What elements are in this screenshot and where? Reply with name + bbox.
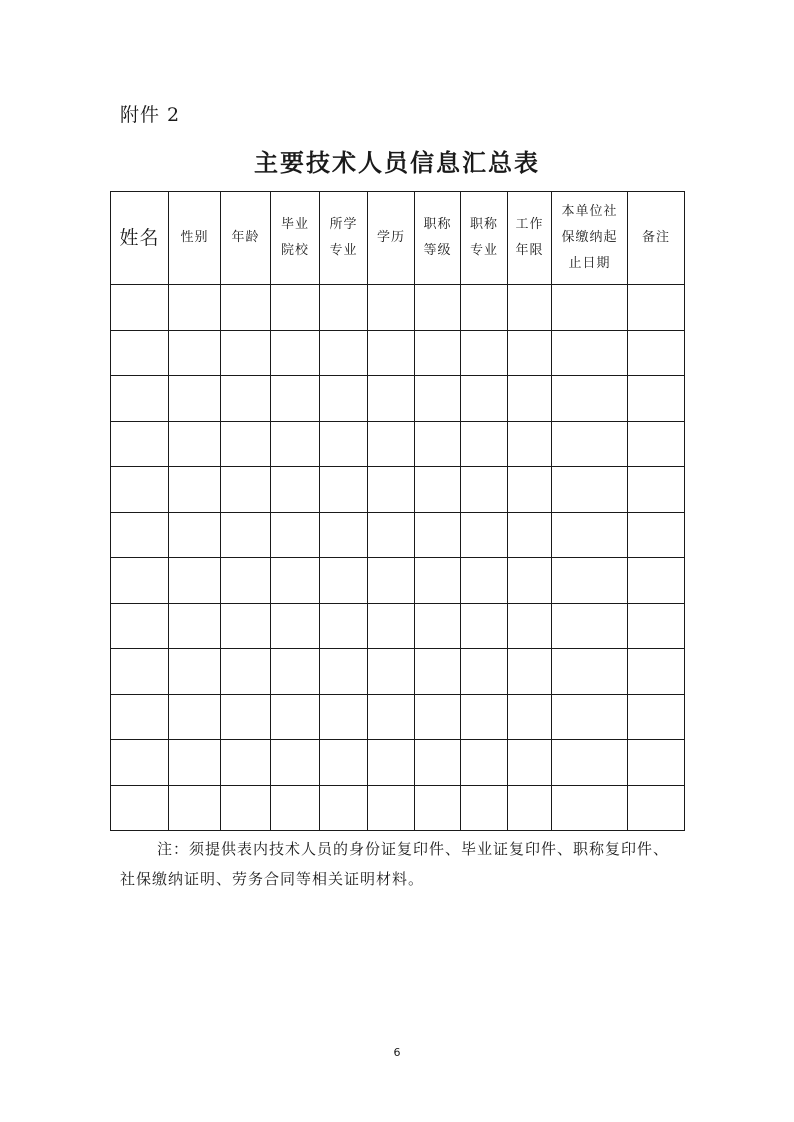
cell-title-level: [415, 376, 461, 422]
note-text: 注：须提供表内技术人员的身份证复印件、毕业证复印件、职称复印件、社保缴纳证明、劳务合同等相关证明材料。: [120, 840, 670, 888]
cell-age: [221, 512, 271, 558]
cell-title-major: [461, 603, 508, 649]
cell-name: [111, 285, 169, 331]
cell-major: [320, 512, 368, 558]
cell-social-security: [552, 694, 628, 740]
cell-gender: [169, 421, 221, 467]
cell-name: [111, 694, 169, 740]
cell-social-security: [552, 603, 628, 649]
cell-work-years: [508, 330, 552, 376]
cell-title-level: [415, 785, 461, 831]
table-row: [111, 694, 685, 740]
cell-title-major: [461, 421, 508, 467]
cell-social-security: [552, 285, 628, 331]
cell-remark: [628, 694, 685, 740]
cell-age: [221, 376, 271, 422]
cell-title-major: [461, 330, 508, 376]
header-work-years: 工作 年限: [508, 192, 552, 285]
table-row: [111, 467, 685, 513]
cell-gender: [169, 467, 221, 513]
cell-name: [111, 558, 169, 604]
cell-name: [111, 512, 169, 558]
cell-age: [221, 421, 271, 467]
cell-title-level: [415, 512, 461, 558]
cell-work-years: [508, 603, 552, 649]
cell-major: [320, 467, 368, 513]
cell-remark: [628, 558, 685, 604]
cell-remark: [628, 376, 685, 422]
cell-name: [111, 421, 169, 467]
cell-title-level: [415, 421, 461, 467]
cell-social-security: [552, 649, 628, 695]
cell-remark: [628, 512, 685, 558]
cell-education: [368, 649, 415, 695]
table-body: [111, 285, 685, 831]
cell-work-years: [508, 785, 552, 831]
cell-education: [368, 421, 415, 467]
cell-work-years: [508, 512, 552, 558]
cell-remark: [628, 649, 685, 695]
table-row: [111, 649, 685, 695]
cell-title-level: [415, 694, 461, 740]
cell-social-security: [552, 558, 628, 604]
header-school: 毕业 院校: [271, 192, 320, 285]
cell-title-major: [461, 376, 508, 422]
cell-title-major: [461, 558, 508, 604]
cell-education: [368, 512, 415, 558]
cell-age: [221, 285, 271, 331]
cell-gender: [169, 558, 221, 604]
cell-work-years: [508, 740, 552, 786]
cell-school: [271, 285, 320, 331]
cell-school: [271, 512, 320, 558]
cell-education: [368, 740, 415, 786]
cell-title-major: [461, 694, 508, 740]
cell-gender: [169, 376, 221, 422]
cell-name: [111, 603, 169, 649]
cell-work-years: [508, 694, 552, 740]
cell-major: [320, 376, 368, 422]
cell-gender: [169, 330, 221, 376]
table-row: [111, 558, 685, 604]
cell-education: [368, 285, 415, 331]
cell-school: [271, 421, 320, 467]
cell-major: [320, 421, 368, 467]
header-remark: 备注: [628, 192, 685, 285]
cell-remark: [628, 740, 685, 786]
page-title: 主要技术人员信息汇总表: [254, 148, 540, 177]
cell-remark: [628, 785, 685, 831]
cell-name: [111, 740, 169, 786]
header-title-major: 职称 专业: [461, 192, 508, 285]
staff-info-table: [110, 191, 685, 831]
cell-remark: [628, 603, 685, 649]
attachment-label: 附件 2: [120, 104, 181, 126]
cell-school: [271, 694, 320, 740]
cell-name: [111, 467, 169, 513]
cell-title-major: [461, 512, 508, 558]
cell-school: [271, 740, 320, 786]
cell-title-level: [415, 330, 461, 376]
header-education: 学历: [368, 192, 415, 285]
cell-name: [111, 376, 169, 422]
table-row: [111, 330, 685, 376]
table-row: [111, 785, 685, 831]
cell-gender: [169, 512, 221, 558]
cell-major: [320, 694, 368, 740]
cell-major: [320, 649, 368, 695]
header-age: 年龄: [221, 192, 271, 285]
cell-title-major: [461, 740, 508, 786]
cell-name: [111, 649, 169, 695]
cell-education: [368, 558, 415, 604]
cell-gender: [169, 603, 221, 649]
cell-school: [271, 558, 320, 604]
cell-title-level: [415, 467, 461, 513]
cell-school: [271, 649, 320, 695]
table-row: [111, 740, 685, 786]
cell-title-level: [415, 285, 461, 331]
cell-education: [368, 467, 415, 513]
cell-title-level: [415, 740, 461, 786]
cell-major: [320, 785, 368, 831]
cell-name: [111, 330, 169, 376]
cell-major: [320, 330, 368, 376]
cell-work-years: [508, 421, 552, 467]
cell-education: [368, 694, 415, 740]
cell-age: [221, 649, 271, 695]
cell-gender: [169, 694, 221, 740]
cell-major: [320, 740, 368, 786]
cell-social-security: [552, 512, 628, 558]
cell-age: [221, 785, 271, 831]
cell-work-years: [508, 285, 552, 331]
cell-social-security: [552, 421, 628, 467]
cell-work-years: [508, 558, 552, 604]
cell-major: [320, 603, 368, 649]
page-number: 6: [393, 1046, 401, 1059]
cell-title-level: [415, 603, 461, 649]
cell-remark: [628, 330, 685, 376]
cell-education: [368, 603, 415, 649]
cell-major: [320, 285, 368, 331]
cell-title-major: [461, 467, 508, 513]
cell-gender: [169, 285, 221, 331]
cell-education: [368, 330, 415, 376]
cell-social-security: [552, 740, 628, 786]
cell-gender: [169, 740, 221, 786]
table-row: [111, 512, 685, 558]
cell-age: [221, 603, 271, 649]
header-major: 所学 专业: [320, 192, 368, 285]
table-row: [111, 376, 685, 422]
cell-school: [271, 330, 320, 376]
table-row: [111, 285, 685, 331]
cell-school: [271, 376, 320, 422]
cell-name: [111, 785, 169, 831]
cell-social-security: [552, 376, 628, 422]
cell-title-major: [461, 285, 508, 331]
cell-age: [221, 694, 271, 740]
cell-title-level: [415, 558, 461, 604]
cell-age: [221, 558, 271, 604]
cell-age: [221, 467, 271, 513]
header-social-security: 本单位社 保缴纳起 止日期: [552, 192, 628, 285]
cell-title-major: [461, 785, 508, 831]
cell-remark: [628, 421, 685, 467]
cell-title-major: [461, 649, 508, 695]
cell-social-security: [552, 330, 628, 376]
cell-school: [271, 603, 320, 649]
cell-social-security: [552, 467, 628, 513]
cell-school: [271, 785, 320, 831]
cell-age: [221, 330, 271, 376]
cell-gender: [169, 785, 221, 831]
cell-remark: [628, 285, 685, 331]
cell-work-years: [508, 467, 552, 513]
cell-work-years: [508, 649, 552, 695]
table-row: [111, 421, 685, 467]
cell-social-security: [552, 785, 628, 831]
cell-gender: [169, 649, 221, 695]
header-title-level: 职称 等级: [415, 192, 461, 285]
cell-remark: [628, 467, 685, 513]
table-row: [111, 603, 685, 649]
cell-title-level: [415, 649, 461, 695]
cell-major: [320, 558, 368, 604]
header-name: 姓名: [111, 192, 169, 285]
cell-education: [368, 376, 415, 422]
header-gender: 性别: [169, 192, 221, 285]
table-header-row: [111, 192, 685, 285]
cell-work-years: [508, 376, 552, 422]
cell-education: [368, 785, 415, 831]
cell-age: [221, 740, 271, 786]
cell-school: [271, 467, 320, 513]
